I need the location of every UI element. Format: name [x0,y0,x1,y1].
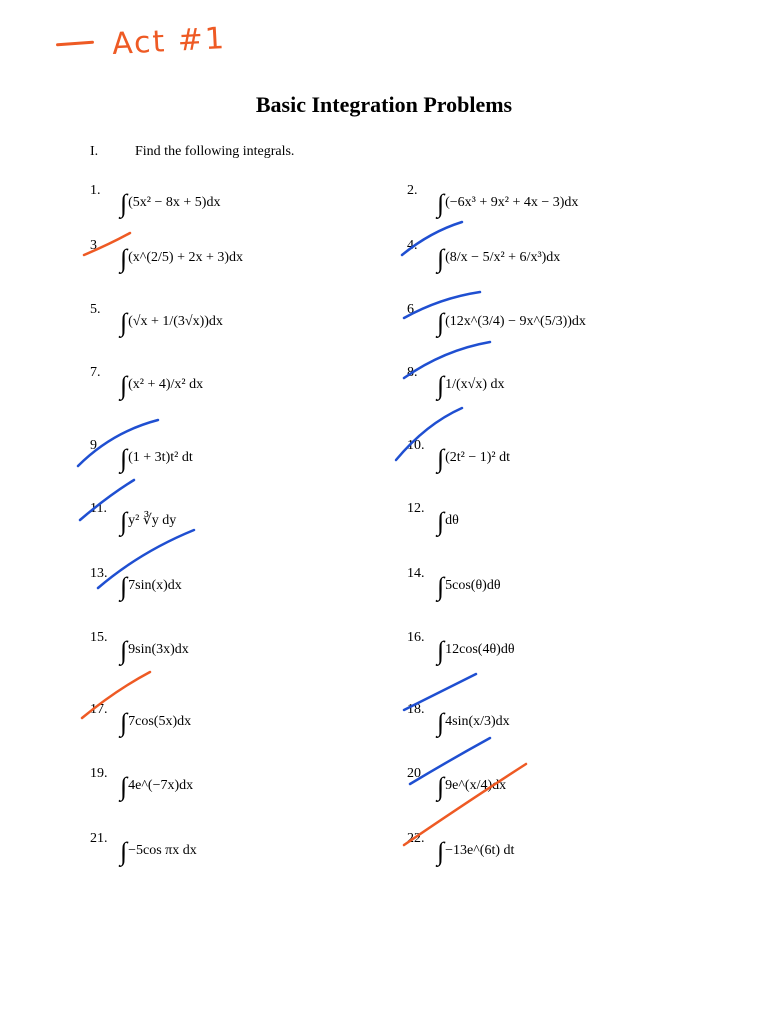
problem-number: 20. [407,766,425,781]
problem-number: 17. [90,702,108,717]
integral-sign-icon: ∫ [437,572,445,601]
problem-expression: ∫(x² + 4)/x² dx [120,371,204,400]
integral-sign-icon: ∫ [120,308,128,337]
problem-expression: ∫9e^(x/4)dx [437,772,507,801]
problem-number: 10. [407,438,425,453]
problem-number: 7. [90,365,101,380]
problem-expression: ∫7cos(5x)dx [120,708,192,737]
handwritten-activity-label: Act #1 [111,21,227,62]
integral-sign-icon: ∫ [437,244,445,273]
problem-number: 8. [407,365,418,380]
integral-sign-icon: ∫ [437,708,445,737]
problem-number: 11. [90,501,107,516]
problem-expression: ∫4e^(−7x)dx [120,772,194,801]
problem-expression: ∫(√x + 1/(3√x))dx [120,308,223,337]
problem-number: 4. [407,238,418,253]
problem-expression: ∫4sin(x/3)dx [437,708,510,737]
problem-expression: ∫dθ [437,507,459,536]
section-number: I. [90,144,99,159]
problem-number: 13. [90,566,108,581]
instructions: Find the following integrals. [135,144,295,159]
problem-expression: ∫(5x² − 8x + 5)dx [120,189,221,218]
problem-expression: ∫7sin(x)dx [120,572,182,601]
integral-sign-icon: ∫ [437,772,445,801]
integral-sign-icon: ∫ [120,244,128,273]
problem-expression: ∫(−6x³ + 9x² + 4x − 3)dx [437,189,579,218]
integral-sign-icon: ∫ [120,837,128,866]
integral-sign-icon: ∫ [437,308,445,337]
integral-sign-icon: ∫ [437,371,445,400]
integral-sign-icon: ∫ [120,636,128,665]
problem-number: 22. [407,831,425,846]
problem-expression: ∫1/(x√x) dx [437,371,505,400]
integral-sign-icon: ∫ [437,189,445,218]
integral-sign-icon: ∫ [120,371,128,400]
problem-expression: ∫12cos(4θ)dθ [437,636,515,665]
integral-sign-icon: ∫ [120,772,128,801]
problem-expression: ∫−13e^(6t) dt [437,837,515,866]
problem-number: 21. [90,831,108,846]
integral-sign-icon: ∫ [120,189,128,218]
problem-expression: ∫9sin(3x)dx [120,636,189,665]
problem-expression: ∫y² ∛y dy [120,507,177,536]
integral-sign-icon: ∫ [437,636,445,665]
integral-sign-icon: ∫ [437,507,445,536]
problem-number: 15. [90,630,108,645]
problem-number: 12. [407,501,425,516]
problem-expression: ∫(1 + 3t)t² dt [120,444,193,473]
problem-expression: ∫−5cos πx dx [120,837,197,866]
problem-number: 9. [90,438,101,453]
problem-number: 1. [90,183,101,198]
problem-number: 5. [90,302,101,317]
problem-expression: ∫(12x^(3/4) − 9x^(5/3))dx [437,308,586,337]
problem-number: 19. [90,766,108,781]
integral-sign-icon: ∫ [120,444,128,473]
problem-number: 3. [90,238,101,253]
integral-sign-icon: ∫ [120,507,128,536]
handwritten-dash [56,41,94,47]
problem-expression: ∫(2t² − 1)² dt [437,444,511,473]
problem-expression: ∫5cos(θ)dθ [437,572,501,601]
problem-number: 18. [407,702,425,717]
integral-sign-icon: ∫ [120,572,128,601]
problem-number: 14. [407,566,425,581]
integral-sign-icon: ∫ [120,708,128,737]
problem-number: 16. [407,630,425,645]
integral-sign-icon: ∫ [437,444,445,473]
problem-number: 6. [407,302,418,317]
problem-expression: ∫(x^(2/5) + 2x + 3)dx [120,244,244,273]
page-title: Basic Integration Problems [255,92,513,117]
integral-sign-icon: ∫ [437,837,445,866]
problem-number: 2. [407,183,418,198]
problem-expression: ∫(8/x − 5/x² + 6/x³)dx [437,244,561,273]
